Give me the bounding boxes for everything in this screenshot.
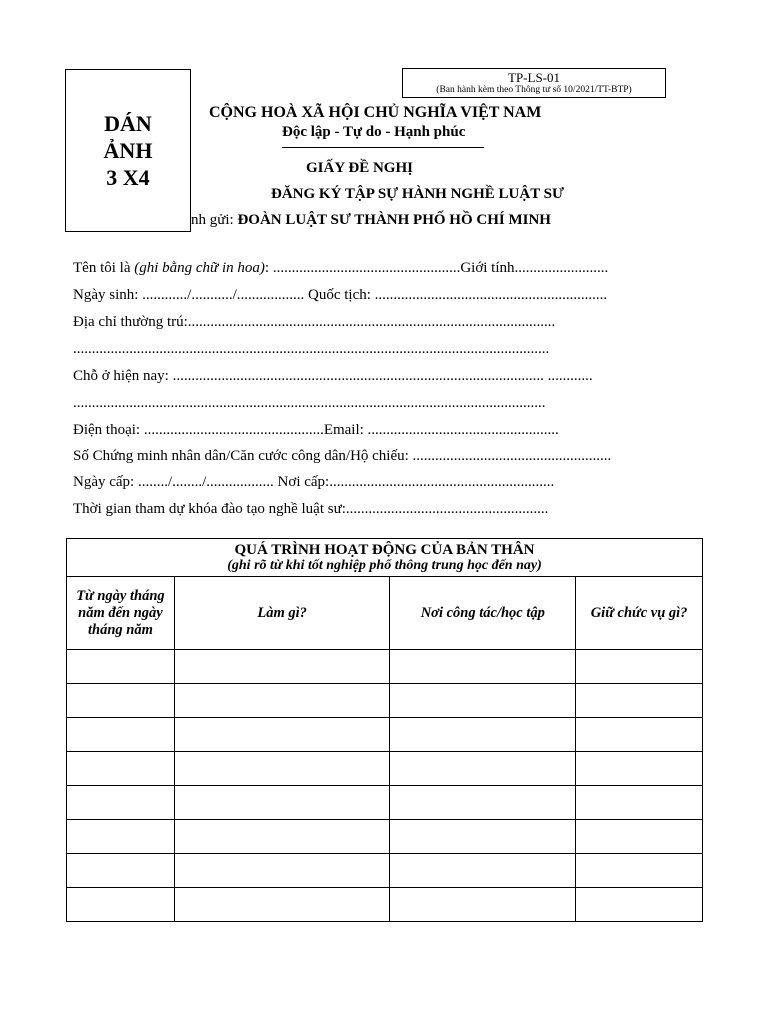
table-cell-position[interactable] xyxy=(576,820,703,854)
recipient-line xyxy=(191,212,551,229)
table-cell-workplace[interactable] xyxy=(390,888,576,922)
motto-underline xyxy=(282,147,484,148)
table-cell-position[interactable] xyxy=(576,752,703,786)
table-cell-activity[interactable] xyxy=(174,752,390,786)
table-cell-workplace[interactable] xyxy=(390,752,576,786)
current-address-field[interactable]: Chỗ ở hiện nay: ................................................................................................... ............ xyxy=(73,368,593,384)
table-cell-activity[interactable] xyxy=(174,650,390,684)
document-title: GIẤY ĐỀ NGHỊ xyxy=(306,160,413,176)
table-header-row xyxy=(67,577,703,650)
table-row xyxy=(67,786,703,820)
id-number-field[interactable]: Số Chứng minh nhân dân/Căn cước công dân/Hộ chiếu: ..................................................... xyxy=(73,448,612,464)
recipient-prefix: nh gửi: xyxy=(191,212,238,228)
issue-date-place-field[interactable]: Ngày cấp: ......../......../.................. Nơi cấp:............................................................ xyxy=(73,474,555,490)
table-cell-activity[interactable] xyxy=(174,854,390,888)
table-cell-period[interactable] xyxy=(67,888,175,922)
table-cell-position[interactable] xyxy=(576,718,703,752)
table-cell-period[interactable] xyxy=(67,684,175,718)
table-subtitle: (ghi rõ từ khi tốt nghiệp phổ thông trung học đến nay) xyxy=(227,557,542,573)
table-cell-workplace[interactable] xyxy=(390,684,576,718)
table-cell-workplace[interactable] xyxy=(390,650,576,684)
table-row xyxy=(67,752,703,786)
document-subtitle: ĐĂNG KÝ TẬP SỰ HÀNH NGHỀ LUẬT SƯ xyxy=(271,186,564,202)
table-cell-position[interactable] xyxy=(576,650,703,684)
table-cell-workplace[interactable] xyxy=(390,718,576,752)
table-caption xyxy=(67,539,703,577)
form-code: TP-LS-01 xyxy=(508,70,560,85)
training-time-field[interactable]: Thời gian tham dự khóa đào tạo nghề luật sư:...................................................... xyxy=(73,501,549,517)
table-cell-period[interactable] xyxy=(67,650,175,684)
table-row xyxy=(67,684,703,718)
name-label: Tên tôi là xyxy=(73,260,135,276)
table-cell-position[interactable] xyxy=(576,684,703,718)
form-code-note: (Ban hành kèm theo Thông tư số 10/2021/TT-BTP) xyxy=(436,85,632,95)
table-cell-workplace[interactable] xyxy=(390,854,576,888)
name-gender-dots: : ..................................................Giới tính......................... xyxy=(264,260,609,276)
photo-box-line-1: DÁN xyxy=(104,111,152,136)
table-cell-workplace[interactable] xyxy=(390,820,576,854)
table-cell-position[interactable] xyxy=(576,786,703,820)
table-cell-period[interactable] xyxy=(67,854,175,888)
table-cell-activity[interactable] xyxy=(174,786,390,820)
column-header-activity: Làm gì? xyxy=(174,577,390,650)
table-row xyxy=(67,650,703,684)
table-cell-activity[interactable] xyxy=(174,820,390,854)
recipient-name: ĐOÀN LUẬT SƯ THÀNH PHỐ HỒ CHÍ MINH xyxy=(237,212,551,228)
photo-placeholder-box xyxy=(65,69,191,232)
table-title: QUÁ TRÌNH HOẠT ĐỘNG CỦA BẢN THÂN xyxy=(234,541,535,558)
current-address-continued-field[interactable]: .............................................................................................................................. xyxy=(73,395,546,411)
table-row xyxy=(67,718,703,752)
table-row xyxy=(67,888,703,922)
photo-box-line-3: 3 X4 xyxy=(106,165,150,190)
table-cell-period[interactable] xyxy=(67,718,175,752)
photo-box-line-2: ẢNH xyxy=(103,138,153,163)
phone-email-field[interactable]: Điện thoại: ................................................Email: ................................................... xyxy=(73,422,559,438)
permanent-address-field[interactable]: Địa chỉ thường trú:.................................................................................................. xyxy=(73,314,556,330)
country-name: CỘNG HOÀ XÃ HỘI CHỦ NGHĨA VIỆT NAM xyxy=(209,104,542,121)
table-row xyxy=(67,854,703,888)
name-gender-field[interactable] xyxy=(73,258,676,278)
table-caption-row xyxy=(67,539,703,577)
table-cell-period[interactable] xyxy=(67,820,175,854)
table-cell-activity[interactable] xyxy=(174,684,390,718)
name-hint: (ghi bằng chữ in hoa) xyxy=(134,260,265,276)
table-cell-activity[interactable] xyxy=(174,718,390,752)
column-header-workplace: Nơi công tác/học tập xyxy=(390,577,576,650)
column-header-period: Từ ngày tháng năm đến ngày tháng năm xyxy=(67,577,175,650)
column-header-position: Giữ chức vụ gì? xyxy=(576,577,703,650)
table-cell-position[interactable] xyxy=(576,854,703,888)
table-cell-position[interactable] xyxy=(576,888,703,922)
activity-history-table xyxy=(66,538,703,922)
table-cell-period[interactable] xyxy=(67,752,175,786)
form-code-box xyxy=(402,68,666,98)
table-row xyxy=(67,820,703,854)
national-motto: Độc lập - Tự do - Hạnh phúc xyxy=(282,124,466,140)
dob-nationality-field[interactable]: Ngày sinh: ............/.........../.................. Quốc tịch: .............................................................. xyxy=(73,287,608,303)
permanent-address-continued-field[interactable]: ............................................................................................................................... xyxy=(73,341,550,357)
table-cell-workplace[interactable] xyxy=(390,786,576,820)
table-cell-period[interactable] xyxy=(67,786,175,820)
table-cell-activity[interactable] xyxy=(174,888,390,922)
